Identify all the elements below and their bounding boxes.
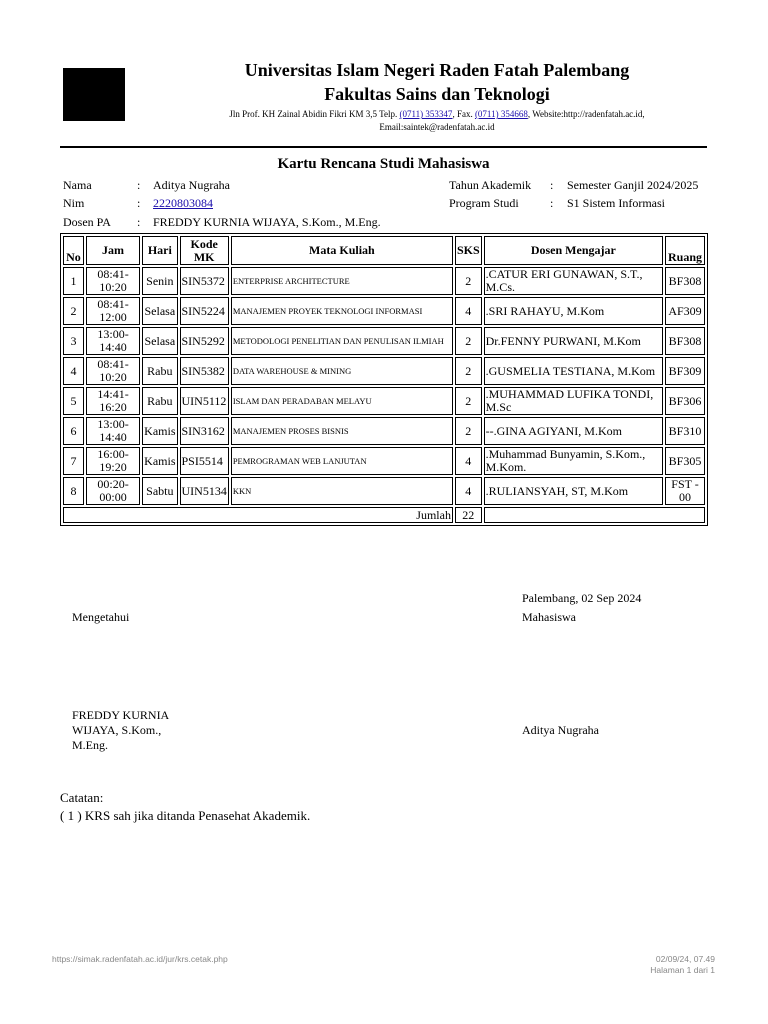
cell-sks: 2 [455,357,482,385]
footer-datetime: 02/09/24, 07.49 [655,954,715,964]
cell-hari: Selasa [142,297,177,325]
jam-end: 16:20 [99,400,127,414]
table-row [63,387,705,415]
cell-sks: 4 [455,447,482,475]
university-logo [63,68,125,121]
footer-page: Halaman 1 dari 1 [650,965,715,975]
cell-kode: SIN3162 [180,417,229,445]
advisor-name-line2: WIJAYA, S.Kom., [72,723,162,737]
cell-matakuliah: ENTERPRISE ARCHITECTURE [231,267,453,295]
cell-ruang: BF308 [665,267,705,295]
col-kode-header: Kode MK [180,236,229,265]
col-ruang-header: Ruang [665,236,705,265]
cell-ruang: BF310 [665,417,705,445]
cell-sks: 2 [455,417,482,445]
cell-ruang: AF309 [665,297,705,325]
nim-label: Nim [63,196,85,210]
jam-end: 12:00 [99,310,127,324]
nama-sep: : [137,178,141,192]
tahun-akademik-value: Semester Ganjil 2024/2025 [567,178,699,192]
table-row [63,267,705,295]
tahun-akademik-label: Tahun Akademik [449,178,532,192]
cell-no: 7 [63,447,84,475]
cell-matakuliah: METODOLOGI PENELITIAN DAN PENULISAN ILMIAH [231,327,453,355]
col-dosen-header: Dosen Mengajar [484,236,663,265]
jam-start: 00:20- [97,477,129,491]
cell-hari: Kamis [142,447,177,475]
nim-value[interactable] [153,196,213,210]
cell-matakuliah: PEMROGRAMAN WEB LANJUTAN [231,447,453,475]
footer-url: https://simak.radenfatah.ac.id/jur/krs.cetak.php [52,954,228,964]
cell-hari: Kamis [142,417,177,445]
cell-hari: Senin [142,267,177,295]
cell-dosen: .CATUR ERI GUNAWAN, S.T., M.Cs. [484,267,663,295]
cell-jam [86,357,140,385]
student-signature-name: Aditya Nugraha [522,723,599,737]
jam-end: 10:20 [99,370,127,384]
table-row [63,297,705,325]
cell-kode: UIN5134 [180,477,229,505]
program-studi-sep: : [550,196,554,210]
advisor-name-line3: M.Eng. [72,738,108,752]
jam-end: 00:00 [99,490,127,504]
col-no-header: No [63,236,84,265]
cell-jam [86,387,140,415]
program-studi-value: S1 Sistem Informasi [567,196,665,210]
nim-sep: : [137,196,141,210]
cell-no: 8 [63,477,84,505]
mengetahui-label: Mengetahui [72,610,130,624]
jam-start: 13:00- [97,417,129,431]
jumlah-label: Jumlah [63,507,453,523]
faculty-name: Fakultas Sains dan Teknologi [324,84,550,104]
cell-kode: UIN5112 [180,387,229,415]
tahun-akademik-sep: : [550,178,554,192]
jam-end: 14:40 [99,340,127,354]
cell-dosen: .RULIANSYAH, ST, M.Kom [484,477,663,505]
cell-jam [86,477,140,505]
table-row [63,477,705,505]
fax-label: , Fax. [452,109,475,119]
cell-ruang: FST - 00 [665,477,705,505]
cell-hari: Rabu [142,387,177,415]
nim-link[interactable]: 2220803084 [153,196,213,210]
cell-no: 5 [63,387,84,415]
cell-sks: 2 [455,327,482,355]
phone-link[interactable]: (0711) 353347 [399,109,453,119]
address-text: Jln Prof. KH Zainal Abidin Fikri KM 3,5 Telp. [229,109,400,119]
place-date: Palembang, 02 Sep 2024 [522,591,642,605]
cell-sks: 4 [455,297,482,325]
cell-dosen: Dr.FENNY PURWANI, M.Kom [484,327,663,355]
table-row [63,327,705,355]
cell-kode: PSI5514 [180,447,229,475]
cell-ruang: BF308 [665,327,705,355]
cell-jam [86,297,140,325]
cell-jam [86,327,140,355]
jam-end: 10:20 [99,280,127,294]
cell-matakuliah: ISLAM DAN PERADABAN MELAYU [231,387,453,415]
dosen-pa-value: FREDDY KURNIA WIJAYA, S.Kom., M.Eng. [153,215,381,229]
cell-dosen: .Muhammad Bunyamin, S.Kom., M.Kom. [484,447,663,475]
krs-table [60,233,708,526]
nama-value: Aditya Nugraha [153,178,230,192]
cell-sks: 4 [455,477,482,505]
cell-dosen: --.GINA AGIYANI, M.Kom [484,417,663,445]
cell-dosen: .SRI RAHAYU, M.Kom [484,297,663,325]
mahasiswa-label: Mahasiswa [522,610,576,624]
cell-jam [86,447,140,475]
cell-no: 6 [63,417,84,445]
advisor-name-line1: FREDDY KURNIA [72,708,170,722]
cell-sks: 2 [455,387,482,415]
total-row [63,507,705,523]
jam-start: 16:00- [97,447,129,461]
cell-kode: SIN5224 [180,297,229,325]
table-row [63,447,705,475]
cell-dosen: .GUSMELIA TESTIANA, M.Kom [484,357,663,385]
cell-ruang: BF309 [665,357,705,385]
cell-hari: Rabu [142,357,177,385]
table-row [63,357,705,385]
cell-matakuliah: KKN [231,477,453,505]
cell-no: 2 [63,297,84,325]
jam-end: 19:20 [99,460,127,474]
jam-start: 08:41- [97,267,129,281]
jam-start: 14:41- [97,387,129,401]
cell-no: 1 [63,267,84,295]
address-block [140,108,734,134]
website-text: , Website:http://radenfatah.ac.id, [527,109,645,119]
col-jam-header: Jam [86,236,140,265]
jam-start: 13:00- [97,327,129,341]
cell-matakuliah: DATA WAREHOUSE & MINING [231,357,453,385]
cell-ruang: BF305 [665,447,705,475]
cell-no: 4 [63,357,84,385]
nama-label: Nama [63,178,92,192]
dosen-pa-label: Dosen PA [63,215,111,229]
jam-start: 08:41- [97,297,129,311]
university-name: Universitas Islam Negeri Raden Fatah Palembang [244,60,630,80]
cell-kode: SIN5372 [180,267,229,295]
cell-hari: Selasa [142,327,177,355]
total-row-empty [484,507,705,523]
cell-ruang: BF306 [665,387,705,415]
cell-jam [86,417,140,445]
jam-end: 14:40 [99,430,127,444]
cell-matakuliah: MANAJEMEN PROYEK TEKNOLOGI INFORMASI [231,297,453,325]
table-header-row [63,236,705,265]
cell-kode: SIN5292 [180,327,229,355]
document-title: Kartu Rencana Studi Mahasiswa [277,156,490,172]
cell-kode: SIN5382 [180,357,229,385]
email-text: Email:saintek@radenfatah.ac.id [379,122,495,132]
col-hari-header: Hari [142,236,177,265]
col-matakuliah-header: Mata Kuliah [231,236,453,265]
cell-jam [86,267,140,295]
notes-title: Catatan: [60,790,104,805]
col-sks-header: SKS [455,236,482,265]
header-divider [60,146,707,148]
program-studi-label: Program Studi [449,196,519,210]
cell-hari: Sabtu [142,477,177,505]
dosen-pa-sep: : [137,215,141,229]
jam-start: 08:41- [97,357,129,371]
notes-line-1: ( 1 ) KRS sah jika ditanda Penasehat Akademik. [60,808,311,823]
table-row [63,417,705,445]
jumlah-value: 22 [455,507,482,523]
cell-dosen: .MUHAMMAD LUFIKA TONDI, M.Sc [484,387,663,415]
fax-link[interactable]: (0711) 354668 [474,109,528,119]
cell-matakuliah: MANAJEMEN PROSES BISNIS [231,417,453,445]
cell-sks: 2 [455,267,482,295]
cell-no: 3 [63,327,84,355]
